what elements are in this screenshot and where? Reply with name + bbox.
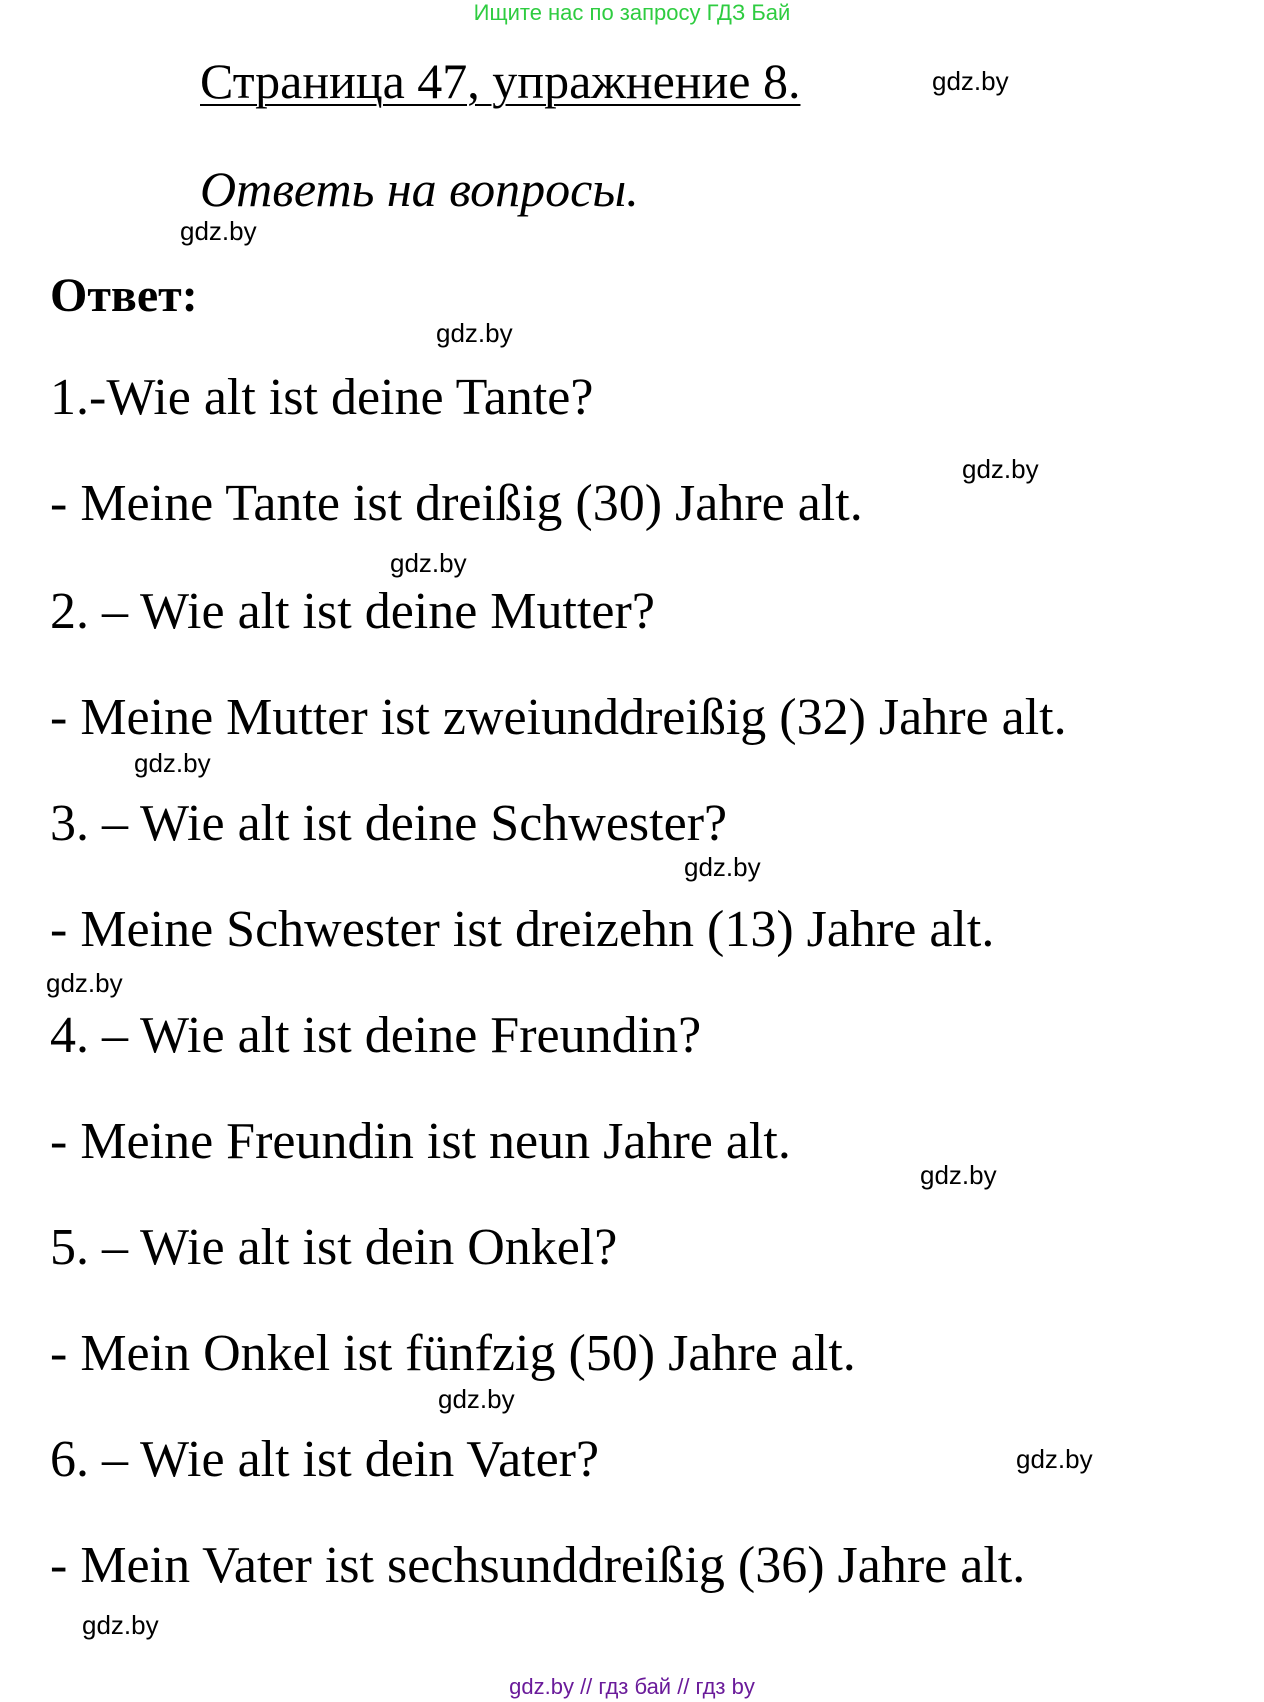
answer-5: - Mein Onkel ist fünfzig (50) Jahre alt.	[50, 1325, 856, 1382]
watermark: gdz.by	[390, 548, 467, 578]
instruction: Ответь на вопросы.	[200, 161, 639, 217]
watermark: gdz.by	[134, 748, 211, 778]
footer-links[interactable]: gdz.by // гдз бай // гдз by	[509, 1674, 755, 1699]
watermark: gdz.by	[436, 318, 513, 348]
answer-3: - Meine Schwester ist dreizehn (13) Jahre alt.	[50, 901, 995, 958]
watermark: gdz.by	[684, 852, 761, 882]
watermark: gdz.by	[46, 968, 123, 998]
answer-2: - Meine Mutter ist zweiunddreißig (32) Jahre alt.	[50, 689, 1067, 746]
page-title: Страница 47, упражнение 8.	[200, 53, 801, 109]
watermark: gdz.by	[1016, 1444, 1093, 1474]
question-2: 2. – Wie alt ist deine Mutter?	[50, 583, 655, 640]
watermark: gdz.by	[962, 454, 1039, 484]
watermark: gdz.by	[438, 1384, 515, 1414]
watermark: gdz.by	[82, 1610, 159, 1640]
watermark: gdz.by	[920, 1160, 997, 1190]
top-banner[interactable]: Ищите нас по запросу ГДЗ Бай	[473, 0, 791, 25]
answer-label: Ответ:	[50, 269, 198, 322]
watermark: gdz.by	[932, 66, 1009, 96]
question-1: 1.-Wie alt ist deine Tante?	[50, 369, 594, 426]
watermark: gdz.by	[180, 216, 257, 246]
question-3: 3. – Wie alt ist deine Schwester?	[50, 795, 728, 852]
question-5: 5. – Wie alt ist dein Onkel?	[50, 1219, 618, 1276]
answer-1: - Meine Tante ist dreißig (30) Jahre alt.	[50, 475, 863, 532]
question-6: 6. – Wie alt ist dein Vater?	[50, 1431, 600, 1488]
answer-4: - Meine Freundin ist neun Jahre alt.	[50, 1113, 791, 1170]
answer-6: - Mein Vater ist sechsunddreißig (36) Jahre alt.	[50, 1537, 1026, 1594]
question-4: 4. – Wie alt ist deine Freundin?	[50, 1007, 702, 1064]
